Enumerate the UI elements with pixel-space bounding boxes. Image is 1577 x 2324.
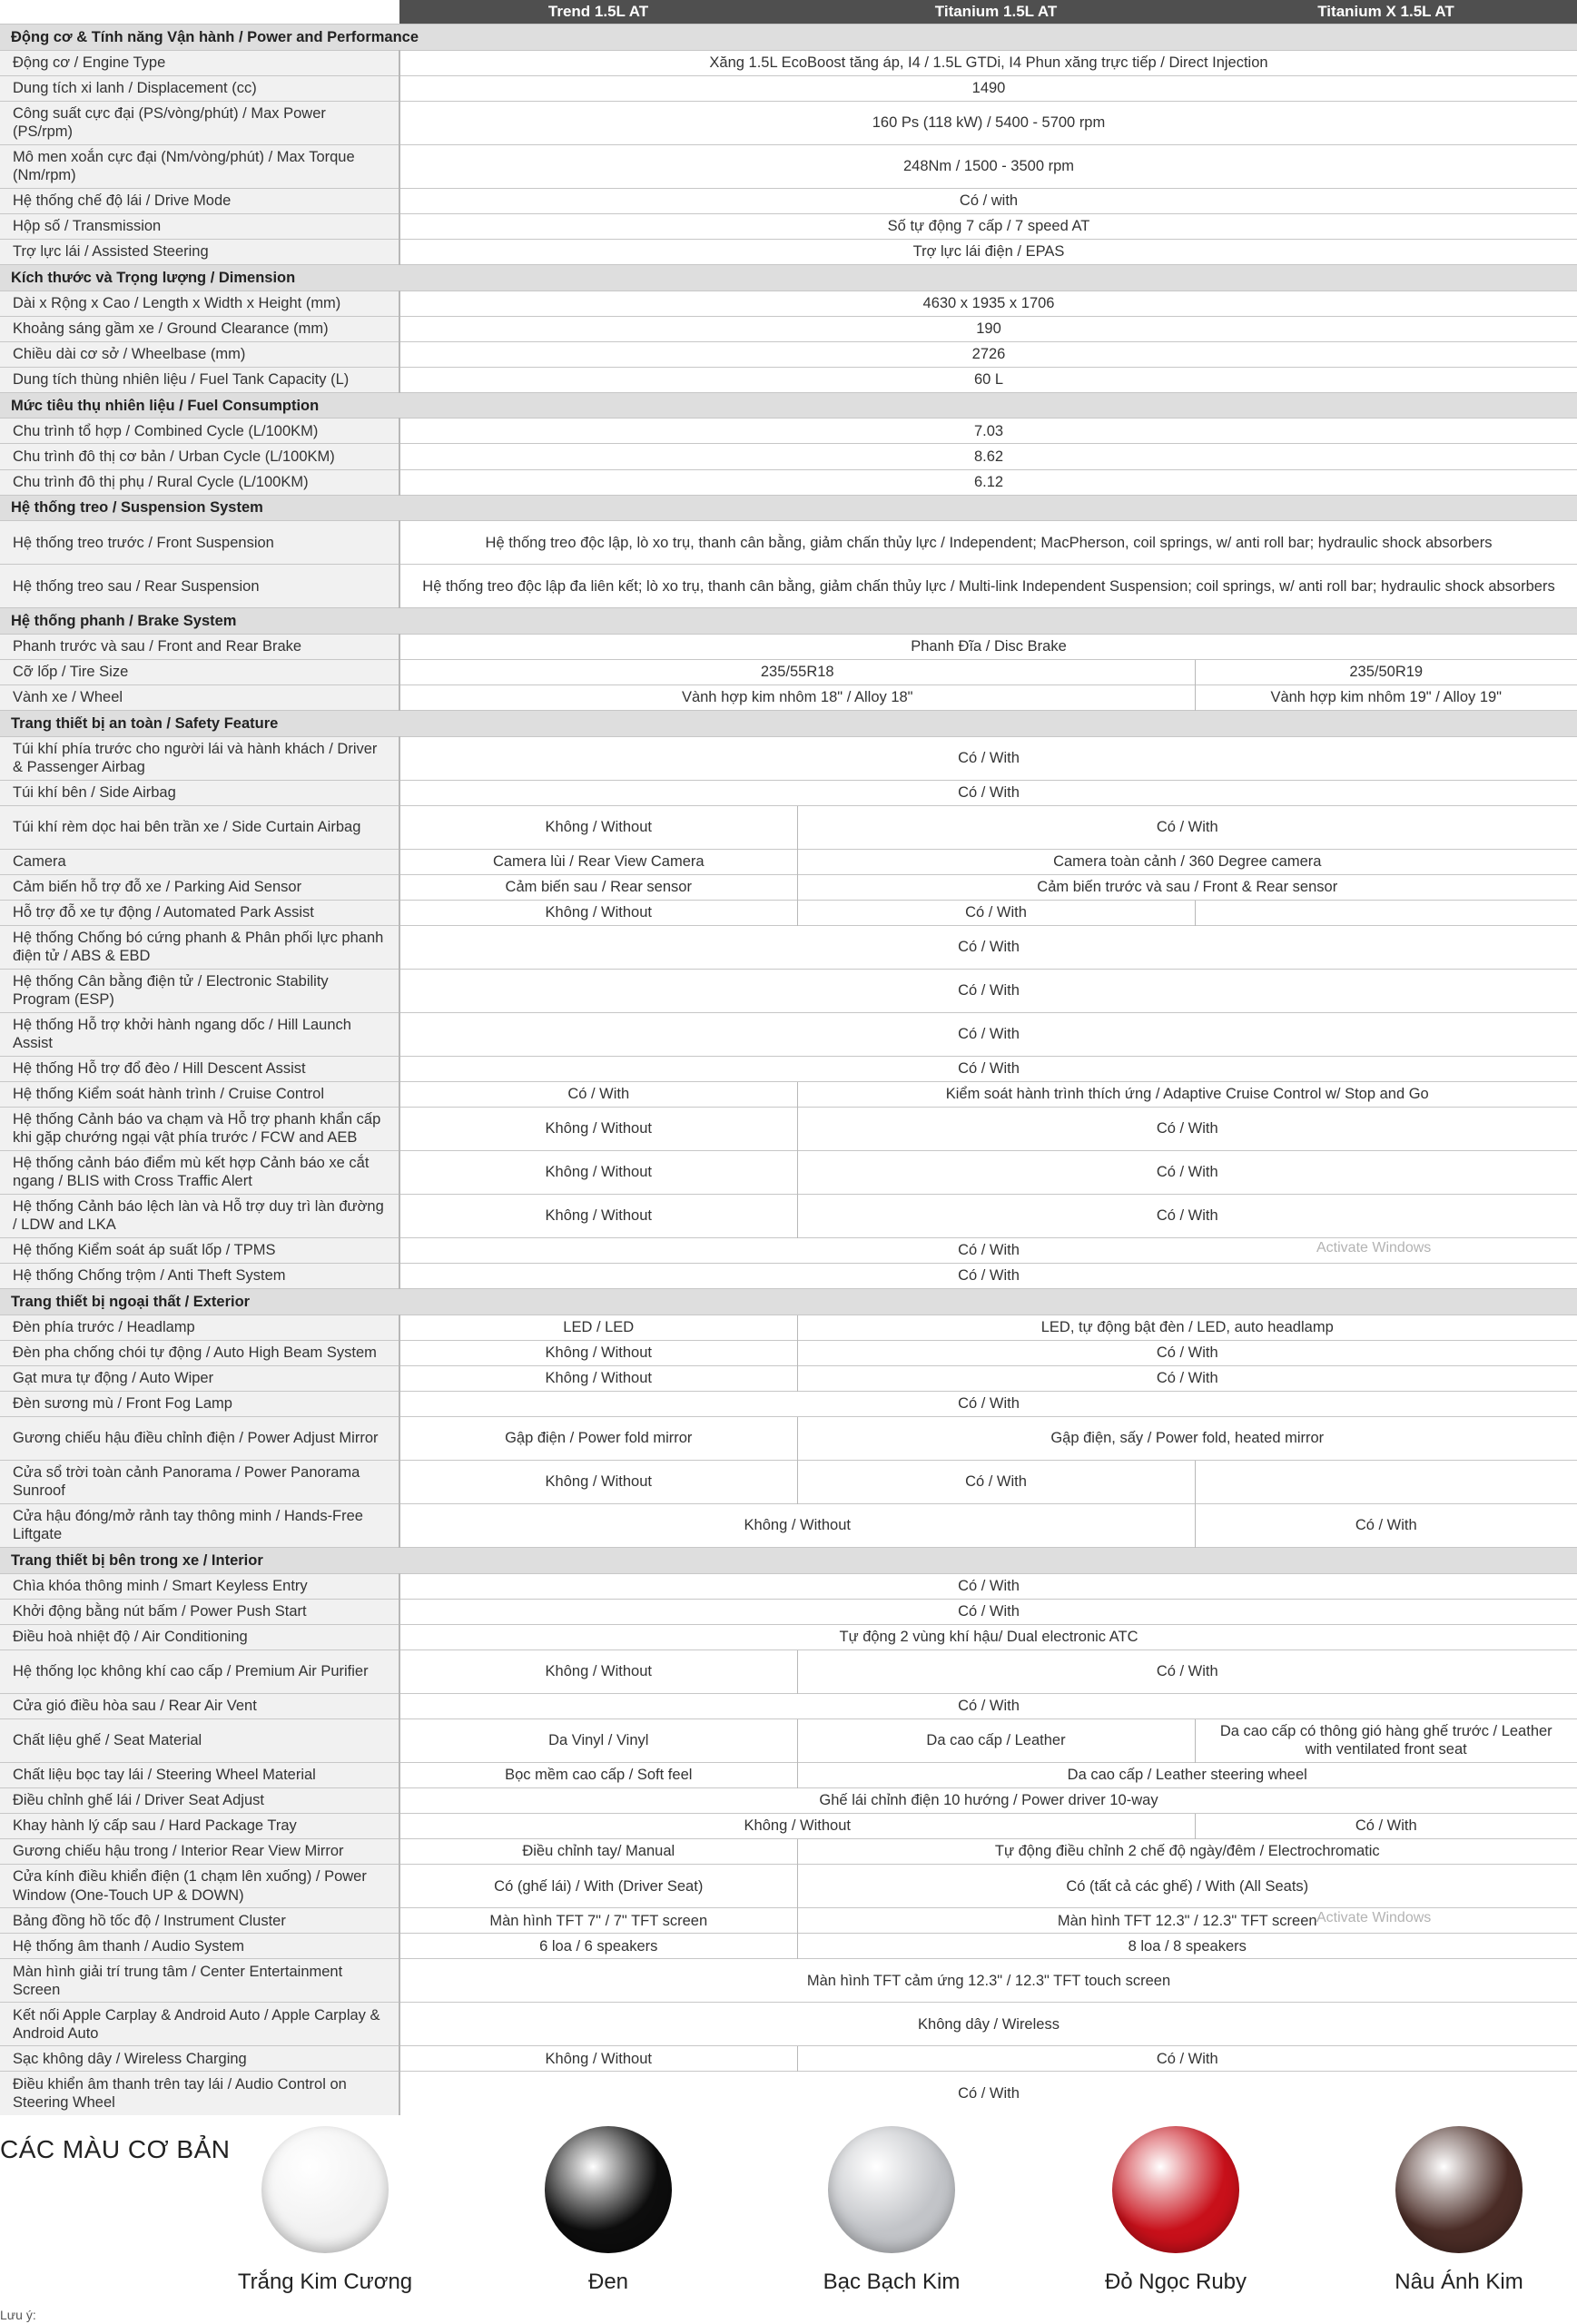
spec-label: Phanh trước và sau / Front and Rear Brake	[0, 634, 399, 659]
spec-value: Có / With	[797, 2046, 1577, 2072]
spec-value: Màn hình TFT 12.3" / 12.3" TFT screen	[797, 1908, 1577, 1934]
spec-label: Chu trình tổ hợp / Combined Cycle (L/100KM)	[0, 419, 399, 444]
spec-value: Không dây / Wireless	[399, 2003, 1577, 2046]
color-label: Bạc Bạch Kim	[823, 2270, 961, 2294]
section-title: Trang thiết bị an toàn / Safety Feature	[0, 711, 1577, 737]
spec-row	[0, 341, 1577, 367]
spec-value: 248Nm / 1500 - 3500 rpm	[399, 144, 1577, 188]
spec-row	[0, 469, 1577, 495]
spec-value: Có / With	[399, 969, 1577, 1012]
spec-row	[0, 188, 1577, 213]
spec-value: Có / With	[399, 1264, 1577, 1289]
spec-value: LED, tự động bật đèn / LED, auto headlamp	[797, 1315, 1577, 1340]
spec-row	[0, 521, 1577, 565]
spec-label: Điều khiển âm thanh trên tay lái / Audio Control on Steering Wheel	[0, 2072, 399, 2115]
footnote: Lưu ý:	[0, 2308, 36, 2322]
spec-row	[0, 1959, 1577, 2003]
spec-value: Phanh Đĩa / Disc Brake	[399, 634, 1577, 659]
spec-value: 6 loa / 6 speakers	[399, 1934, 797, 1959]
spec-value: 190	[399, 316, 1577, 341]
spec-label: Hệ thống Kiểm soát hành trình / Cruise Control	[0, 1081, 399, 1107]
spec-label: Đèn phía trước / Headlamp	[0, 1315, 399, 1340]
spec-label: Động cơ / Engine Type	[0, 50, 399, 75]
spec-label: Gương chiếu hậu trong / Interior Rear View Mirror	[0, 1839, 399, 1865]
spec-label: Cỡ lốp / Tire Size	[0, 659, 399, 684]
spec-label: Hệ thống Hỗ trợ khởi hành ngang dốc / Hill Launch Assist	[0, 1012, 399, 1056]
spec-row	[0, 1150, 1577, 1194]
spec-value	[1195, 900, 1577, 925]
spec-value: Có / With	[797, 1107, 1577, 1150]
spec-value: 4630 x 1935 x 1706	[399, 290, 1577, 316]
spec-value: Có / With	[399, 780, 1577, 805]
spec-row	[0, 1460, 1577, 1503]
spec-value: Hệ thống treo độc lập, lò xo trụ, thanh cân bằng, giảm chấn thủy lực / Independent; MacPherson, coil springs, w/ anti roll bar; hydraulic shock absorbers	[399, 521, 1577, 565]
spec-value: Có / With	[399, 1599, 1577, 1624]
header-titanium: Titanium 1.5L AT	[797, 0, 1195, 25]
section-header-row	[0, 392, 1577, 419]
spec-value: Da cao cấp / Leather steering wheel	[797, 1762, 1577, 1787]
watermark-text: Activate Windows	[1316, 1240, 1432, 1256]
spec-value: Không / Without	[399, 1194, 797, 1237]
spec-row	[0, 1787, 1577, 1813]
spec-label: Hệ thống chế độ lái / Drive Mode	[0, 188, 399, 213]
spec-label: Dài x Rộng x Cao / Length x Width x Height (mm)	[0, 290, 399, 316]
spec-label: Chìa khóa thông minh / Smart Keyless Entry	[0, 1573, 399, 1599]
section-header-row	[0, 711, 1577, 737]
spec-value: Không / Without	[399, 1503, 1195, 1547]
spec-label: Bảng đồng hồ tốc độ / Instrument Cluster	[0, 1908, 399, 1934]
spec-row	[0, 805, 1577, 849]
spec-row	[0, 1762, 1577, 1787]
spec-value: Da Vinyl / Vinyl	[399, 1718, 797, 1762]
table-header-row	[0, 0, 1577, 25]
spec-label: Hệ thống Kiểm soát áp suất lốp / TPMS	[0, 1237, 399, 1263]
spec-value: Cảm biến sau / Rear sensor	[399, 874, 797, 900]
spec-value: Có / With	[399, 736, 1577, 780]
spec-value: Không / Without	[399, 1460, 797, 1503]
spec-value: Màn hình TFT cảm ứng 12.3" / 12.3" TFT touch screen	[399, 1959, 1577, 2003]
spec-label: Hệ thống Cảnh báo lệch làn và Hỗ trợ duy trì làn đường / LDW and LKA	[0, 1194, 399, 1237]
spec-value: 7.03	[399, 419, 1577, 444]
spec-value: Có / With	[1195, 1813, 1577, 1838]
spec-value: Không / Without	[399, 1649, 797, 1693]
spec-row	[0, 634, 1577, 659]
spec-value: Camera lùi / Rear View Camera	[399, 849, 797, 874]
spec-label: Chu trình đô thị cơ bản / Urban Cycle (L/100KM)	[0, 444, 399, 469]
color-swatch-red[interactable]	[1112, 2126, 1239, 2253]
section-header-row	[0, 1289, 1577, 1315]
colors-title: CÁC MÀU CƠ BẢN	[0, 2135, 231, 2163]
colors-section	[0, 2115, 1577, 2324]
spec-label: Điều hoà nhiệt độ / Air Conditioning	[0, 1624, 399, 1649]
spec-row	[0, 1391, 1577, 1416]
spec-label: Cửa kính điều khiển điện (1 chạm lên xuống) / Power Window (One-Touch UP & DOWN)	[0, 1865, 399, 1908]
spec-value: Có / With	[399, 925, 1577, 969]
spec-row	[0, 1503, 1577, 1547]
spec-value: Kiểm soát hành trình thích ứng / Adaptive Cruise Control w/ Stop and Go	[797, 1081, 1577, 1107]
spec-row	[0, 1365, 1577, 1391]
spec-value: Không / Without	[399, 1150, 797, 1194]
spec-row	[0, 101, 1577, 144]
spec-value: Da cao cấp có thông gió hàng ghế trước / Leather with ventilated front seat	[1195, 1718, 1577, 1762]
spec-value: Gập điện, sấy / Power fold, heated mirror	[797, 1416, 1577, 1460]
header-trend: Trend 1.5L AT	[399, 0, 797, 25]
spec-value: Có / With	[797, 1649, 1577, 1693]
spec-value: 6.12	[399, 469, 1577, 495]
spec-value: Điều chỉnh tay/ Manual	[399, 1839, 797, 1865]
spec-label: Cửa gió điều hòa sau / Rear Air Vent	[0, 1693, 399, 1718]
spec-label: Túi khí phía trước cho người lái và hành khách / Driver & Passenger Airbag	[0, 736, 399, 780]
spec-value: 235/50R19	[1195, 659, 1577, 684]
color-label: Trắng Kim Cương	[237, 2270, 413, 2294]
spec-row	[0, 144, 1577, 188]
spec-row	[0, 2046, 1577, 2072]
spec-row	[0, 780, 1577, 805]
spec-label: Công suất cực đại (PS/vòng/phút) / Max Power (PS/rpm)	[0, 101, 399, 144]
spec-value: Có / With	[399, 1391, 1577, 1416]
spec-label: Vành xe / Wheel	[0, 684, 399, 710]
spec-label: Hệ thống treo trước / Front Suspension	[0, 521, 399, 565]
spec-label: Gương chiếu hậu điều chỉnh điện / Power Adjust Mirror	[0, 1416, 399, 1460]
spec-label: Hệ thống treo sau / Rear Suspension	[0, 565, 399, 608]
spec-row	[0, 75, 1577, 101]
spec-row	[0, 1107, 1577, 1150]
spec-label: Chu trình đô thị phụ / Rural Cycle (L/100KM)	[0, 469, 399, 495]
spec-row	[0, 2003, 1577, 2046]
spec-value: 1490	[399, 75, 1577, 101]
spec-label: Chiều dài cơ sở / Wheelbase (mm)	[0, 341, 399, 367]
spec-row	[0, 2072, 1577, 2115]
spec-value: Có / With	[399, 2072, 1577, 2115]
spec-label: Khởi động bằng nút bấm / Power Push Start	[0, 1599, 399, 1624]
spec-value: 160 Ps (118 kW) / 5400 - 5700 rpm	[399, 101, 1577, 144]
spec-value: 8 loa / 8 speakers	[797, 1934, 1577, 1959]
spec-value: Tự động 2 vùng khí hậu/ Dual electronic ATC	[399, 1624, 1577, 1649]
spec-row	[0, 1649, 1577, 1693]
section-title: Mức tiêu thụ nhiên liệu / Fuel Consumption	[0, 392, 1577, 419]
spec-label: Sạc không dây / Wireless Charging	[0, 2046, 399, 2072]
spec-row	[0, 1865, 1577, 1908]
spec-table-body	[0, 25, 1577, 2116]
spec-value: 2726	[399, 341, 1577, 367]
spec-row	[0, 239, 1577, 264]
color-swatch-white[interactable]	[261, 2126, 389, 2253]
spec-label: Dung tích thùng nhiên liệu / Fuel Tank Capacity (L)	[0, 367, 399, 392]
spec-row	[0, 736, 1577, 780]
spec-value: Xăng 1.5L EcoBoost tăng áp, I4 / 1.5L GTDi, I4 Phun xăng trực tiếp / Direct Injection	[399, 50, 1577, 75]
color-swatch-brown[interactable]	[1395, 2126, 1523, 2253]
color-swatch-silver[interactable]	[828, 2126, 955, 2253]
spec-value: Có / With	[797, 1194, 1577, 1237]
spec-value: LED / LED	[399, 1315, 797, 1340]
spec-label: Hệ thống Cảnh báo va chạm và Hỗ trợ phanh khẩn cấp khi gặp chướng ngại vật phía trước / FCW and AEB	[0, 1107, 399, 1150]
spec-value: Không / Without	[399, 900, 797, 925]
spec-label: Cửa sổ trời toàn cảnh Panorama / Power Panorama Sunroof	[0, 1460, 399, 1503]
spec-label: Hộp số / Transmission	[0, 213, 399, 239]
color-label: Đen	[587, 2270, 629, 2294]
spec-value: Trợ lực lái điện / EPAS	[399, 239, 1577, 264]
spec-row	[0, 1813, 1577, 1838]
spec-value: Vành hợp kim nhôm 19" / Alloy 19"	[1195, 684, 1577, 710]
spec-row	[0, 444, 1577, 469]
header-blank	[0, 0, 399, 25]
spec-value: Có / with	[399, 188, 1577, 213]
spec-value: Không / Without	[399, 805, 797, 849]
spec-row	[0, 1315, 1577, 1340]
section-title: Kích thước và Trọng lượng / Dimension	[0, 264, 1577, 290]
section-header-row	[0, 264, 1577, 290]
spec-value: 235/55R18	[399, 659, 1195, 684]
spec-label: Cảm biến hỗ trợ đỗ xe / Parking Aid Sensor	[0, 874, 399, 900]
spec-row	[0, 1934, 1577, 1959]
spec-row	[0, 1081, 1577, 1107]
spec-label: Gạt mưa tự động / Auto Wiper	[0, 1365, 399, 1391]
spec-label: Mô men xoắn cực đại (Nm/vòng/phút) / Max Torque (Nm/rpm)	[0, 144, 399, 188]
spec-value: 60 L	[399, 367, 1577, 392]
spec-row	[0, 900, 1577, 925]
spec-row	[0, 213, 1577, 239]
spec-row	[0, 1264, 1577, 1289]
spec-label: Hệ thống Hỗ trợ đổ đèo / Hill Descent Assist	[0, 1056, 399, 1081]
spec-value: Có / With	[399, 1573, 1577, 1599]
spec-value: Có / With	[399, 1056, 1577, 1081]
spec-value: Camera toàn cảnh / 360 Degree camera	[797, 849, 1577, 874]
spec-label: Khay hành lý cấp sau / Hard Package Tray	[0, 1813, 399, 1838]
spec-label: Khoảng sáng gầm xe / Ground Clearance (mm)	[0, 316, 399, 341]
spec-row	[0, 684, 1577, 710]
spec-label: Hệ thống Chống trộm / Anti Theft System	[0, 1264, 399, 1289]
spec-row	[0, 874, 1577, 900]
section-title: Trang thiết bị ngoại thất / Exterior	[0, 1289, 1577, 1315]
spec-label: Camera	[0, 849, 399, 874]
spec-value: Hệ thống treo độc lập đa liên kết; lò xo trụ, thanh cân bằng, giảm chấn thủy lực / Multi-link Independent Suspension; coil springs, w/ anti roll bar; hydraulic shock absorbers	[399, 565, 1577, 608]
spec-value: Có / With	[1195, 1503, 1577, 1547]
spec-row	[0, 849, 1577, 874]
section-title: Hệ thống treo / Suspension System	[0, 495, 1577, 521]
spec-value: Có (tất cả các ghế) / With (All Seats)	[797, 1865, 1577, 1908]
spec-row	[0, 367, 1577, 392]
watermark-text: Activate Windows	[1316, 1910, 1432, 1925]
spec-value	[1195, 1460, 1577, 1503]
spec-value: Không / Without	[399, 1340, 797, 1365]
spec-row	[0, 419, 1577, 444]
spec-row	[0, 969, 1577, 1012]
spec-label: Chất liệu ghế / Seat Material	[0, 1718, 399, 1762]
spec-value: Số tự động 7 cấp / 7 speed AT	[399, 213, 1577, 239]
spec-row	[0, 565, 1577, 608]
spec-value: Tự động điều chỉnh 2 chế độ ngày/đêm / Electrochromatic	[797, 1839, 1577, 1865]
spec-label: Hệ thống âm thanh / Audio System	[0, 1934, 399, 1959]
spec-row	[0, 1599, 1577, 1624]
spec-value: Gập điện / Power fold mirror	[399, 1416, 797, 1460]
section-title: Động cơ & Tính năng Vận hành / Power and Performance	[0, 25, 1577, 51]
section-header-row	[0, 608, 1577, 635]
spec-value: Có / With	[797, 1150, 1577, 1194]
spec-row	[0, 1839, 1577, 1865]
spec-value: Có / With	[399, 1237, 1577, 1263]
color-label: Đỏ Ngọc Ruby	[1104, 2270, 1247, 2294]
spec-row	[0, 1056, 1577, 1081]
spec-value: Không / Without	[399, 1365, 797, 1391]
spec-row	[0, 316, 1577, 341]
spec-label: Kết nối Apple Carplay & Android Auto / Apple Carplay & Android Auto	[0, 2003, 399, 2046]
section-title: Trang thiết bị bên trong xe / Interior	[0, 1547, 1577, 1573]
spec-value: Màn hình TFT 7" / 7" TFT screen	[399, 1908, 797, 1934]
spec-label: Đèn pha chống chói tự động / Auto High Beam System	[0, 1340, 399, 1365]
spec-row	[0, 659, 1577, 684]
spec-value: Có / With	[797, 1365, 1577, 1391]
spec-value: Không / Without	[399, 1107, 797, 1150]
spec-value: 8.62	[399, 444, 1577, 469]
spec-row	[0, 1718, 1577, 1762]
spec-value: Có / With	[797, 805, 1577, 849]
spec-label: Trợ lực lái / Assisted Steering	[0, 239, 399, 264]
spec-value: Không / Without	[399, 1813, 1195, 1838]
spec-value: Vành hợp kim nhôm 18" / Alloy 18"	[399, 684, 1195, 710]
spec-value: Không / Without	[399, 2046, 797, 2072]
spec-value: Có / With	[797, 1340, 1577, 1365]
spec-value: Bọc mềm cao cấp / Soft feel	[399, 1762, 797, 1787]
spec-row	[0, 290, 1577, 316]
section-header-row	[0, 495, 1577, 521]
section-header-row	[0, 1547, 1577, 1573]
spec-value: Có / With	[399, 1012, 1577, 1056]
spec-label: Điều chỉnh ghế lái / Driver Seat Adjust	[0, 1787, 399, 1813]
spec-row	[0, 1573, 1577, 1599]
spec-label: Túi khí rèm dọc hai bên trần xe / Side Curtain Airbag	[0, 805, 399, 849]
spec-value: Có / With	[399, 1081, 797, 1107]
section-header-row	[0, 25, 1577, 51]
spec-label: Hệ thống Cân bằng điện tử / Electronic Stability Program (ESP)	[0, 969, 399, 1012]
spec-value: Da cao cấp / Leather	[797, 1718, 1195, 1762]
spec-label: Hệ thống lọc không khí cao cấp / Premium Air Purifier	[0, 1649, 399, 1693]
spec-label: Cửa hậu đóng/mở rảnh tay thông minh / Hands-Free Liftgate	[0, 1503, 399, 1547]
spec-value: Cảm biến trước và sau / Front & Rear sensor	[797, 874, 1577, 900]
spec-row	[0, 1624, 1577, 1649]
spec-value: Có (ghế lái) / With (Driver Seat)	[399, 1865, 797, 1908]
spec-label: Đèn sương mù / Front Fog Lamp	[0, 1391, 399, 1416]
spec-label: Hệ thống cảnh báo điểm mù kết hợp Cảnh báo xe cắt ngang / BLIS with Cross Traffic Alert	[0, 1150, 399, 1194]
spec-value: Có / With	[399, 1693, 1577, 1718]
spec-row	[0, 1416, 1577, 1460]
spec-label: Túi khí bên / Side Airbag	[0, 780, 399, 805]
spec-row	[0, 50, 1577, 75]
header-titanium-x: Titanium X 1.5L AT	[1195, 0, 1577, 25]
spec-value: Ghế lái chỉnh điện 10 hướng / Power driver 10-way	[399, 1787, 1577, 1813]
spec-label: Hệ thống Chống bó cứng phanh & Phân phối lực phanh điện tử / ABS & EBD	[0, 925, 399, 969]
spec-row	[0, 925, 1577, 969]
spec-value: Có / With	[797, 1460, 1195, 1503]
color-label: Nâu Ánh Kim	[1395, 2270, 1523, 2294]
spec-value: Có / With	[797, 900, 1195, 925]
spec-row	[0, 1340, 1577, 1365]
spec-row	[0, 1693, 1577, 1718]
spec-label: Hỗ trợ đỗ xe tự động / Automated Park Assist	[0, 900, 399, 925]
spec-row	[0, 1012, 1577, 1056]
spec-label: Màn hình giải trí trung tâm / Center Entertainment Screen	[0, 1959, 399, 2003]
spec-label: Chất liệu bọc tay lái / Steering Wheel Material	[0, 1762, 399, 1787]
spec-row	[0, 1194, 1577, 1237]
spec-label: Dung tích xi lanh / Displacement (cc)	[0, 75, 399, 101]
section-title: Hệ thống phanh / Brake System	[0, 608, 1577, 635]
color-swatch-black[interactable]	[545, 2126, 672, 2253]
